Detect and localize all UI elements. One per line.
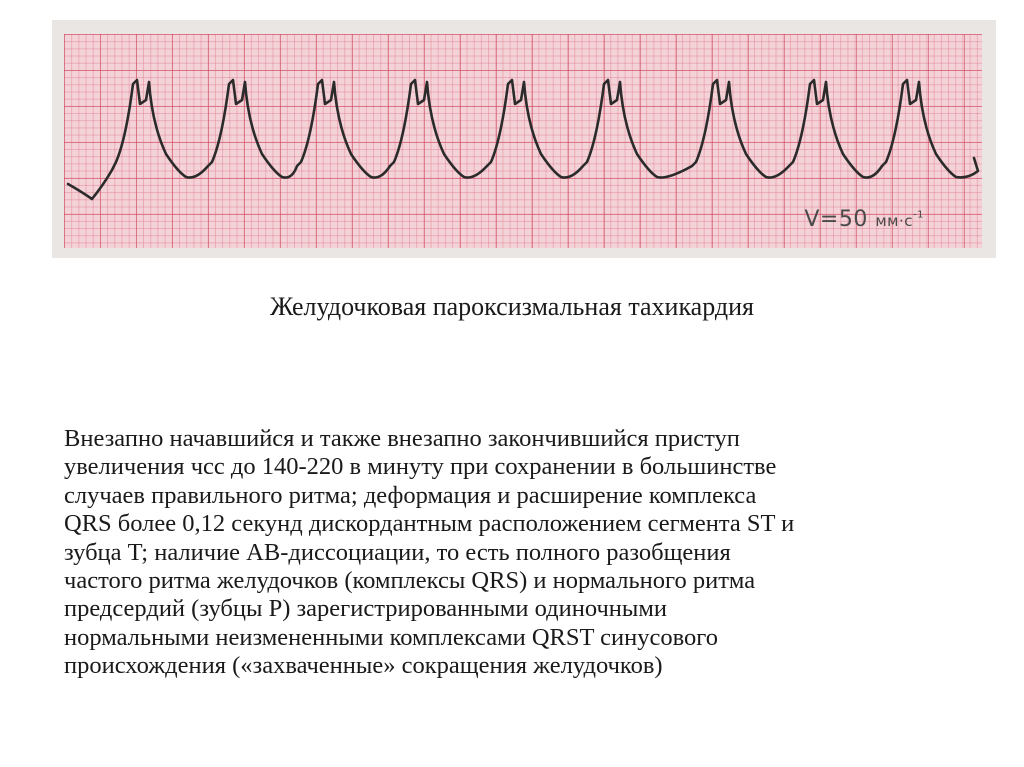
description-line: нормальными неизмененными комплексами QRST синусового: [64, 623, 718, 651]
speed-unit: мм·с: [875, 212, 914, 230]
description-paragraph: [64, 425, 964, 681]
description-line: QRS более 0,12 секунд дискордантным расположением сегмента ST и: [64, 510, 795, 538]
description-line: увеличения чсс до 140-220 в минуту при сохранении в большинстве: [64, 453, 777, 481]
ecg-strip-frame: [52, 20, 996, 258]
description-line: частого ритма желудочков (комплексы QRS) и нормального ритма: [64, 567, 756, 595]
ecg-grid-paper: [64, 34, 982, 248]
description-line: происхождения («захваченные» сокращения желудочков): [64, 652, 663, 680]
speed-exponent: -1: [913, 209, 924, 221]
description-line: зубца T; наличие АВ-диссоциации, то есть полного разобщения: [64, 538, 731, 566]
ecg-waveform: [68, 80, 978, 199]
description-line: случаев правильного ритма; деформация и расширение комплекса: [64, 481, 757, 509]
paper-speed-label: [804, 207, 924, 232]
page-title: Желудочковая пароксизмальная тахикардия: [270, 292, 754, 321]
description-line: Внезапно начавшийся и также внезапно закончившийся приступ: [64, 425, 740, 452]
description-line: предсердий (зубцы P) зарегистрированными одиночными: [64, 595, 667, 623]
speed-value: V=50: [804, 207, 868, 232]
